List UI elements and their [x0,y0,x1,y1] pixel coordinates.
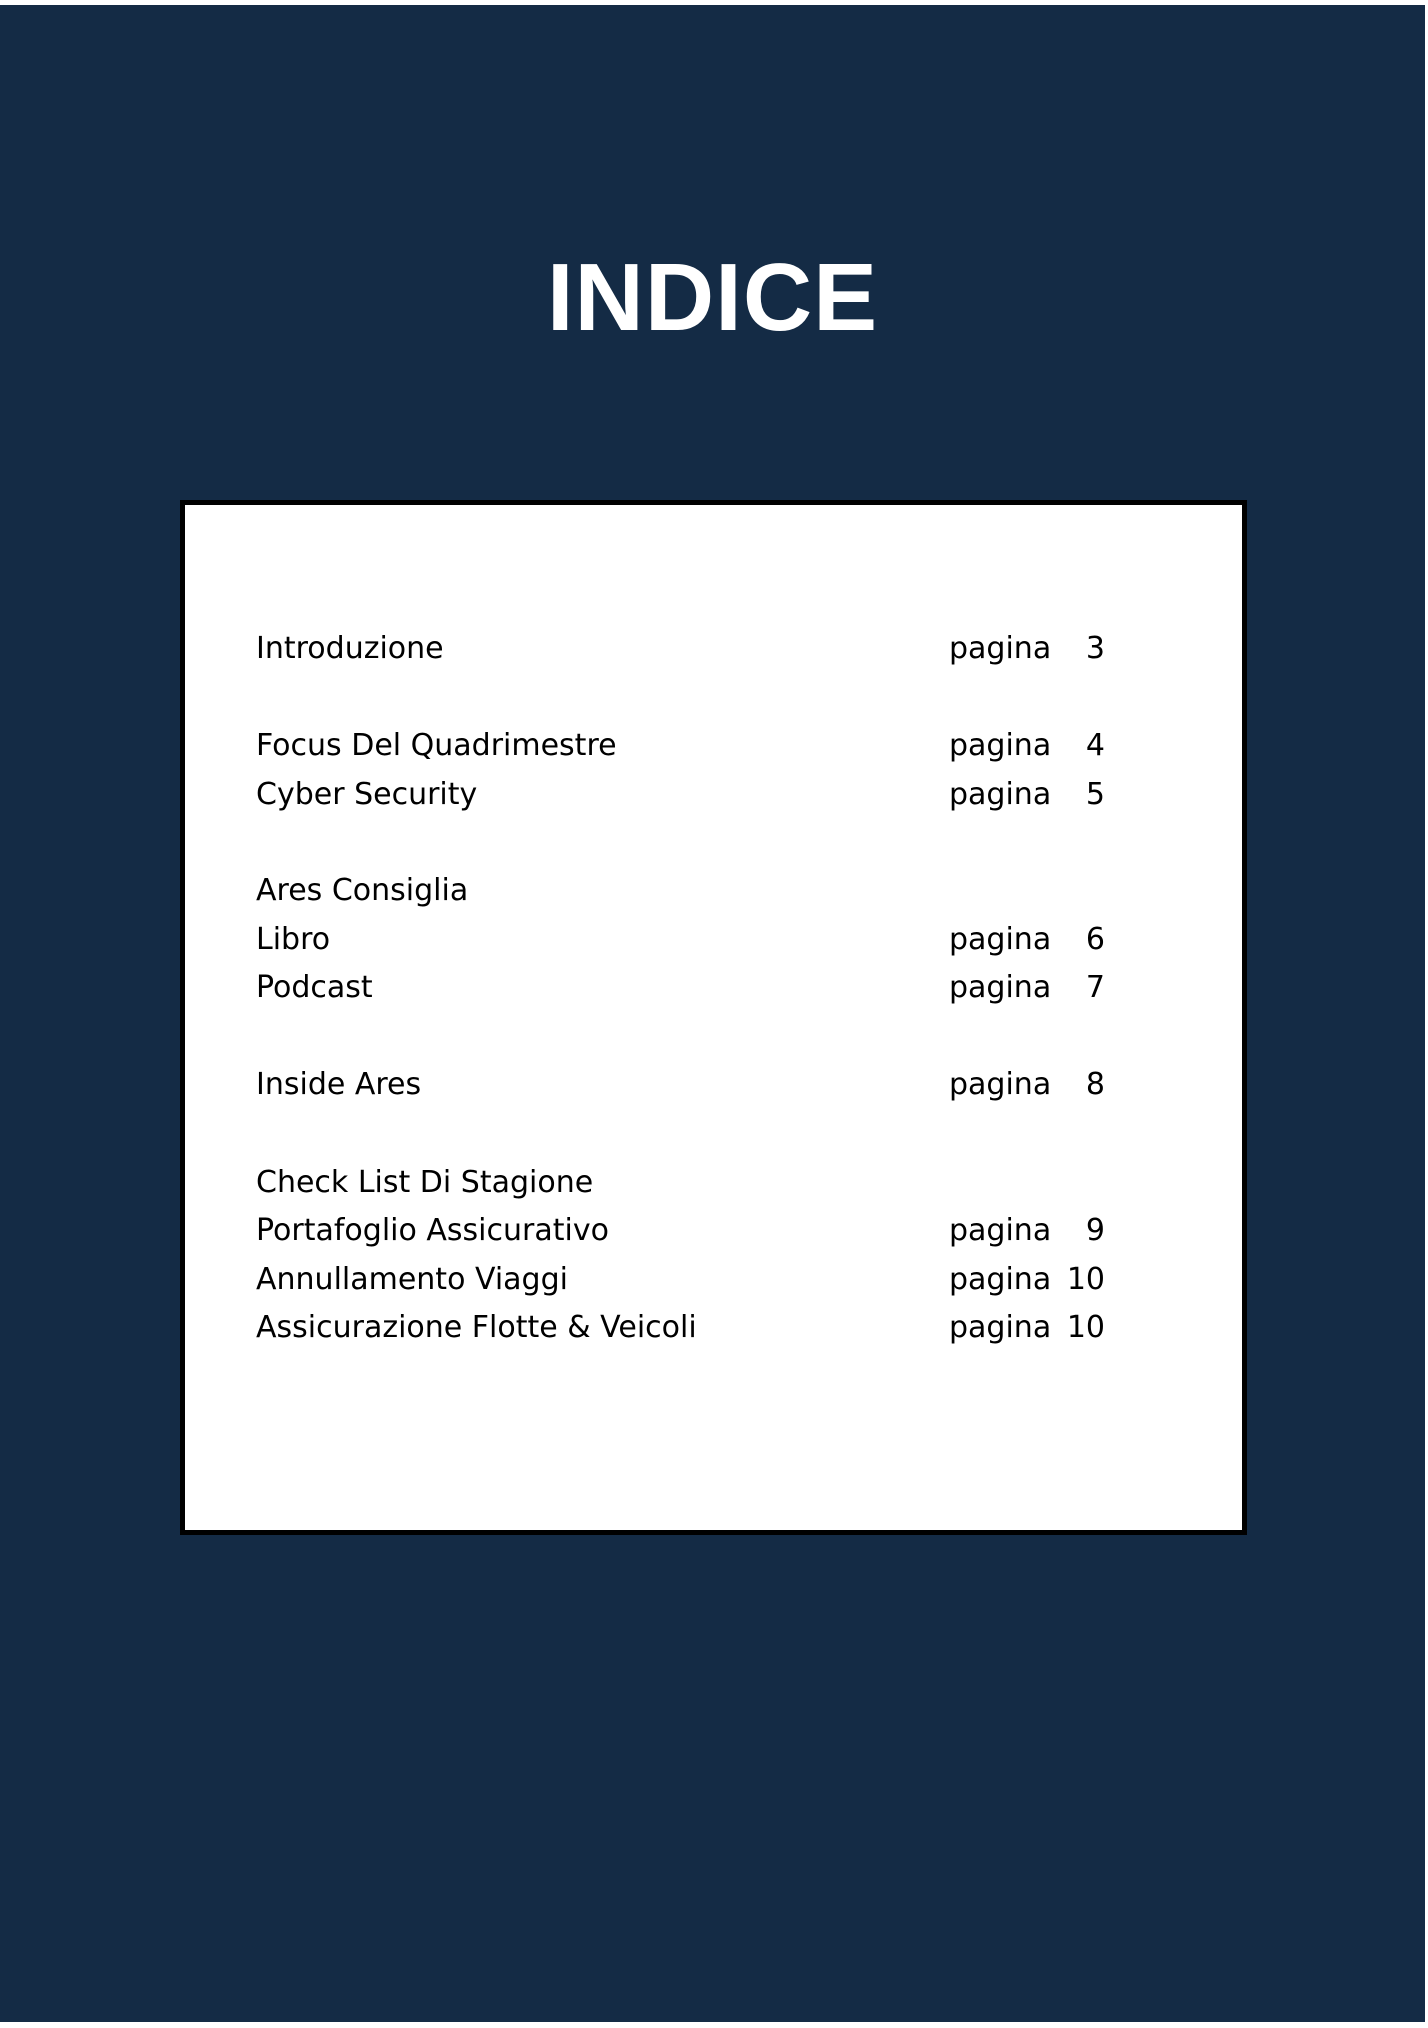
toc-entry-page-number: 7 [1085,970,1105,1005]
toc-entry-label: Inside Ares [256,1067,422,1102]
toc-entry-focus-del-quadrimestre [185,722,1242,770]
table-of-contents [180,500,1247,1535]
toc-entry-portafoglio-assicurativo [185,1207,1242,1255]
toc-entry-inside-ares [185,1061,1242,1109]
toc-entry-annullamento-viaggi [185,1256,1242,1304]
toc-entry-page-number: 10 [1066,1262,1105,1297]
toc-section-label: Ares Consiglia [256,873,469,908]
toc-entry-label: Libro [256,922,331,957]
toc-entry-page-word: pagina [949,1310,1052,1345]
toc-entry-assicurazione-flotte-veicoli [185,1304,1242,1352]
page-background [0,5,1425,2022]
toc-section-label: Check List Di Stagione [256,1165,594,1200]
page-title: INDICE [546,244,879,351]
toc-entry-libro [185,916,1242,964]
toc-entry-page-word: pagina [949,631,1052,666]
toc-entry-page-number: 3 [1085,631,1105,666]
toc-entry-page-word: pagina [949,1262,1052,1297]
toc-entry-label: Introduzione [256,631,444,666]
toc-entry-cyber-security [185,771,1242,819]
toc-section-ares-consiglia [185,867,1242,915]
toc-entry-page-number: 6 [1085,922,1105,957]
toc-entry-page-number: 4 [1085,728,1105,763]
toc-entry-page-word: pagina [949,777,1052,812]
toc-entry-page-word: pagina [949,728,1052,763]
toc-entry-page-number: 5 [1085,777,1105,812]
toc-entry-podcast [185,964,1242,1012]
toc-entry-label: Podcast [256,970,373,1005]
toc-entry-label: Assicurazione Flotte & Veicoli [256,1310,697,1345]
toc-entry-label: Portafoglio Assicurativo [256,1213,609,1248]
toc-entry-page-word: pagina [949,922,1052,957]
toc-entry-introduzione [185,625,1242,673]
toc-entry-page-number: 8 [1085,1067,1105,1102]
toc-entry-label: Cyber Security [256,777,478,812]
toc-entry-page-number: 9 [1085,1213,1105,1248]
toc-section-check-list-di-stagione [185,1159,1242,1207]
toc-entry-label: Focus Del Quadrimestre [256,728,617,763]
toc-entry-page-word: pagina [949,1213,1052,1248]
toc-entry-page-word: pagina [949,970,1052,1005]
toc-entry-page-word: pagina [949,1067,1052,1102]
toc-entry-label: Annullamento Viaggi [256,1262,568,1297]
toc-entry-page-number: 10 [1066,1310,1105,1345]
